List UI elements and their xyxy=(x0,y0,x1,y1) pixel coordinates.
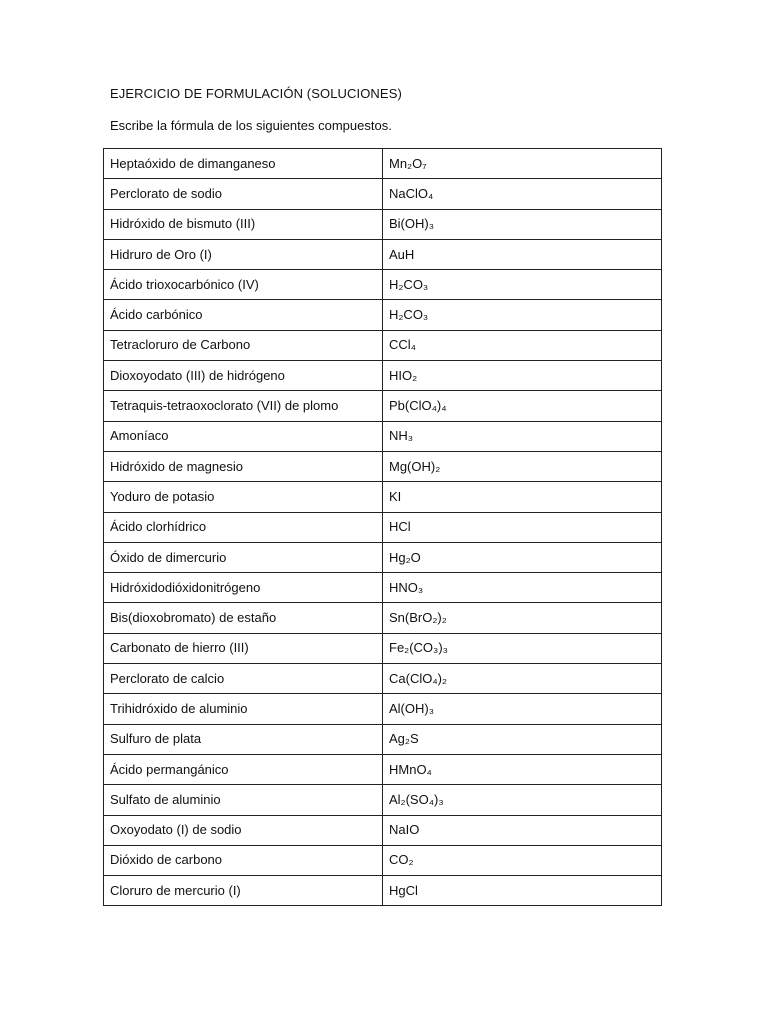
compound-name-cell: Sulfato de aluminio xyxy=(104,785,383,815)
compound-formula-cell: Hg₂O xyxy=(383,542,662,572)
compound-formula-cell: Fe₂(CO₃)₃ xyxy=(383,633,662,663)
compound-name-cell: Cloruro de mercurio (I) xyxy=(104,876,383,906)
compound-formula-cell: CO₂ xyxy=(383,845,662,875)
compound-name-cell: Bis(dioxobromato) de estaño xyxy=(104,603,383,633)
compound-name-cell: Hidróxido de magnesio xyxy=(104,451,383,481)
compound-name-cell: Perclorato de calcio xyxy=(104,664,383,694)
table-row xyxy=(104,785,662,815)
table-row xyxy=(104,664,662,694)
compound-formula-cell: Ca(ClO₄)₂ xyxy=(383,664,662,694)
compound-formula-cell: HgCl xyxy=(383,876,662,906)
compound-name-cell: Ácido clorhídrico xyxy=(104,512,383,542)
compound-formula-cell: NaIO xyxy=(383,815,662,845)
table-row xyxy=(104,845,662,875)
compound-formula-cell: Al₂(SO₄)₃ xyxy=(383,785,662,815)
compound-formula-cell: H₂CO₃ xyxy=(383,300,662,330)
compound-name-cell: Dióxido de carbono xyxy=(104,845,383,875)
table-row xyxy=(104,815,662,845)
compound-name-cell: Amoníaco xyxy=(104,421,383,451)
compound-formula-cell: NaClO₄ xyxy=(383,179,662,209)
table-row xyxy=(104,421,662,451)
table-row xyxy=(104,542,662,572)
compound-formula-cell: NH₃ xyxy=(383,421,662,451)
compound-formula-cell: AuH xyxy=(383,239,662,269)
table-row xyxy=(104,179,662,209)
table-row xyxy=(104,633,662,663)
compound-name-cell: Hidróxidodióxidonitrógeno xyxy=(104,573,383,603)
compound-formula-cell: KI xyxy=(383,482,662,512)
compound-name-cell: Yoduro de potasio xyxy=(104,482,383,512)
compound-name-cell: Perclorato de sodio xyxy=(104,179,383,209)
compound-formula-cell: HNO₃ xyxy=(383,573,662,603)
table-row xyxy=(104,876,662,906)
table-row xyxy=(104,754,662,784)
table-row xyxy=(104,724,662,754)
table-row xyxy=(104,694,662,724)
table-row xyxy=(104,451,662,481)
compound-name-cell: Oxoyodato (I) de sodio xyxy=(104,815,383,845)
page-title: EJERCICIO DE FORMULACIÓN (SOLUCIONES) xyxy=(110,86,402,101)
table-row xyxy=(104,391,662,421)
compound-formula-cell: HIO₂ xyxy=(383,361,662,391)
compound-name-cell: Dioxoyodato (III) de hidrógeno xyxy=(104,361,383,391)
compound-formula-cell: HMnO₄ xyxy=(383,754,662,784)
compound-name-cell: Carbonato de hierro (III) xyxy=(104,633,383,663)
table-row xyxy=(104,573,662,603)
compound-formula-cell: Al(OH)₃ xyxy=(383,694,662,724)
compound-formula-cell: Sn(BrO₂)₂ xyxy=(383,603,662,633)
compounds-table xyxy=(103,148,662,906)
compound-name-cell: Sulfuro de plata xyxy=(104,724,383,754)
table-row xyxy=(104,239,662,269)
compound-name-cell: Hidróxido de bismuto (III) xyxy=(104,209,383,239)
compound-name-cell: Heptaóxido de dimanganeso xyxy=(104,149,383,179)
table-row xyxy=(104,512,662,542)
compound-name-cell: Trihidróxido de aluminio xyxy=(104,694,383,724)
compound-formula-cell: Mn₂O₇ xyxy=(383,149,662,179)
table-row xyxy=(104,603,662,633)
table-row xyxy=(104,330,662,360)
compound-name-cell: Hidruro de Oro (I) xyxy=(104,239,383,269)
compound-name-cell: Ácido permangánico xyxy=(104,754,383,784)
compound-formula-cell: Mg(OH)₂ xyxy=(383,451,662,481)
table-row xyxy=(104,270,662,300)
instruction-text: Escribe la fórmula de los siguientes compuestos. xyxy=(110,118,392,133)
table-row xyxy=(104,209,662,239)
compound-formula-cell: H₂CO₃ xyxy=(383,270,662,300)
compound-formula-cell: CCl₄ xyxy=(383,330,662,360)
table-row xyxy=(104,300,662,330)
compound-name-cell: Ácido carbónico xyxy=(104,300,383,330)
compound-name-cell: Tetraquis-tetraoxoclorato (VII) de plomo xyxy=(104,391,383,421)
compound-formula-cell: Ag₂S xyxy=(383,724,662,754)
compound-name-cell: Óxido de dimercurio xyxy=(104,542,383,572)
compound-name-cell: Ácido trioxocarbónico (IV) xyxy=(104,270,383,300)
table-row xyxy=(104,361,662,391)
compound-formula-cell: Pb(ClO₄)₄ xyxy=(383,391,662,421)
table-row xyxy=(104,482,662,512)
compounds-table-body xyxy=(104,149,662,906)
table-row xyxy=(104,149,662,179)
compound-formula-cell: HCl xyxy=(383,512,662,542)
compound-formula-cell: Bi(OH)₃ xyxy=(383,209,662,239)
compound-name-cell: Tetracloruro de Carbono xyxy=(104,330,383,360)
